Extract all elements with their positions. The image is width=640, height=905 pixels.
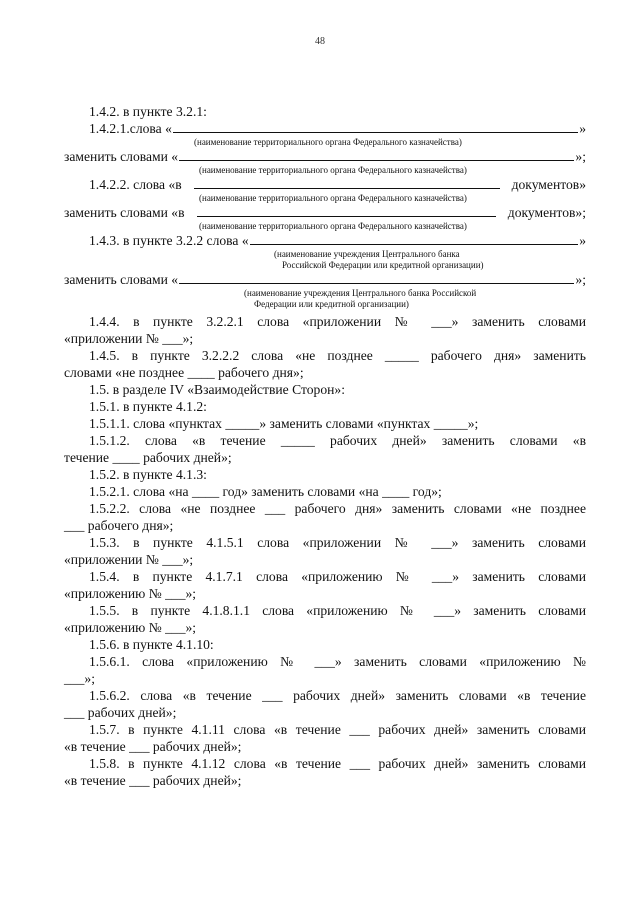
- line-1-5-4: 1.5.4. в пункте 4.1.7.1 слова «приложению № ___» заменить словами: [89, 569, 586, 584]
- caption-bank-2b: Федерации или кредитной организации): [254, 299, 409, 309]
- text-segment: »: [579, 121, 586, 136]
- line-1-4-4-cont: «приложении № ___»;: [64, 331, 194, 346]
- page-number: 48: [315, 36, 325, 47]
- line-1-5-6-2: 1.5.6.2. слова «в течение ___ рабочих дней» заменить словами «в течение: [89, 688, 586, 703]
- text-segment: 1.4.3. в пункте 3.2.2 слова «: [89, 233, 249, 248]
- line-1-5-6: 1.5.6. в пункте 4.1.10:: [89, 637, 214, 652]
- line-replace-2: [64, 204, 586, 221]
- caption-bank-1a: (наименование учреждения Центрального банка: [274, 249, 460, 259]
- blank-line: [179, 149, 574, 161]
- line-1-5-8: 1.5.8. в пункте 4.1.12 слова «в течение ___ рабочих дней» заменить словами: [89, 756, 586, 771]
- line-1-5-5-cont: «приложению № ___»;: [64, 620, 197, 635]
- blank-line: [179, 272, 574, 284]
- line-1-4-4: 1.4.4. в пункте 3.2.2.1 слова «приложении № ___» заменить словами: [89, 314, 586, 329]
- line-1-5-7-cont: «в течение ___ рабочих дней»;: [64, 739, 242, 754]
- line-1-5-2-1: 1.5.2.1. слова «на ____ год» заменить словами «на ____ год»;: [89, 484, 442, 499]
- line-replace-1: [64, 148, 586, 165]
- document-body: [64, 103, 586, 789]
- blank-line: [250, 233, 579, 245]
- line-1-4-2: 1.4.2. в пункте 3.2.1:: [89, 104, 207, 119]
- blank-line: [197, 205, 496, 217]
- line-replace-3: [64, 271, 586, 288]
- line-1-4-5-cont: словами «не позднее ____ рабочего дня»;: [64, 365, 304, 380]
- line-1-4-2-2: [64, 176, 586, 193]
- caption-treasury-3: (наименование территориального органа Федерального казначейства): [199, 193, 467, 203]
- line-1-5-2-2: 1.5.2.2. слова «не позднее ___ рабочего дня» заменить словами «не позднее: [89, 501, 586, 516]
- line-1-4-2-1: [64, 120, 586, 137]
- line-1-5-4-cont: «приложению № ___»;: [64, 586, 197, 601]
- caption-treasury-1: (наименование территориального органа Федерального казначейства): [194, 137, 462, 147]
- text-segment: »: [579, 233, 586, 248]
- line-1-4-3: [64, 232, 586, 249]
- line-1-5-1-1: 1.5.1.1. слова «пунктах _____» заменить словами «пунктах _____»;: [89, 416, 479, 431]
- line-1-5-6-1-cont: ___»;: [64, 671, 95, 686]
- caption-bank-2a: (наименование учреждения Центрального банка Российской: [244, 288, 477, 298]
- text-segment: »;: [575, 272, 586, 287]
- line-1-5: 1.5. в разделе IV «Взаимодействие Сторон»:: [89, 382, 345, 397]
- line-1-5-8-cont: «в течение ___ рабочих дней»;: [64, 773, 242, 788]
- line-1-5-1: 1.5.1. в пункте 4.1.2:: [89, 399, 207, 414]
- text-segment: заменить словами «: [64, 149, 179, 164]
- text-segment: »;: [575, 149, 586, 164]
- text-segment: документов»: [511, 177, 586, 192]
- caption-bank-1b: Российской Федерации или кредитной организации): [282, 260, 484, 270]
- line-1-5-1-2: 1.5.1.2. слова «в течение _____ рабочих дней» заменить словами «в: [89, 433, 586, 448]
- line-1-5-3: 1.5.3. в пункте 4.1.5.1 слова «приложении № ___» заменить словами: [89, 535, 586, 550]
- text-segment: заменить словами «в: [64, 205, 185, 220]
- line-1-5-7: 1.5.7. в пункте 4.1.11 слова «в течение ___ рабочих дней» заменить словами: [89, 722, 586, 737]
- caption-treasury-4: (наименование территориального органа Федерального казначейства): [199, 221, 467, 231]
- text-segment: документов»;: [507, 205, 586, 220]
- line-1-5-1-2-cont: течение ____ рабочих дней»;: [64, 450, 232, 465]
- caption-treasury-2: (наименование территориального органа Федерального казначейства): [199, 165, 467, 175]
- text-segment: 1.4.2.2. слова «в: [89, 177, 182, 192]
- line-1-5-2: 1.5.2. в пункте 4.1.3:: [89, 467, 207, 482]
- line-1-5-5: 1.5.5. в пункте 4.1.8.1.1 слова «приложению № ___» заменить словами: [89, 603, 586, 618]
- line-1-5-6-2-cont: ___ рабочих дней»;: [64, 705, 177, 720]
- text-segment: заменить словами «: [64, 272, 179, 287]
- line-1-5-3-cont: «приложении № ___»;: [64, 552, 194, 567]
- line-1-5-6-1: 1.5.6.1. слова «приложению № ___» заменить словами «приложению №: [89, 654, 586, 669]
- blank-line: [173, 121, 578, 133]
- line-1-4-5: 1.4.5. в пункте 3.2.2.2 слова «не позднее _____ рабочего дня» заменить: [89, 348, 586, 363]
- line-1-5-2-2-cont: ___ рабочего дня»;: [64, 518, 174, 533]
- text-segment: 1.4.2.1.слова «: [89, 121, 172, 136]
- blank-line: [194, 177, 500, 189]
